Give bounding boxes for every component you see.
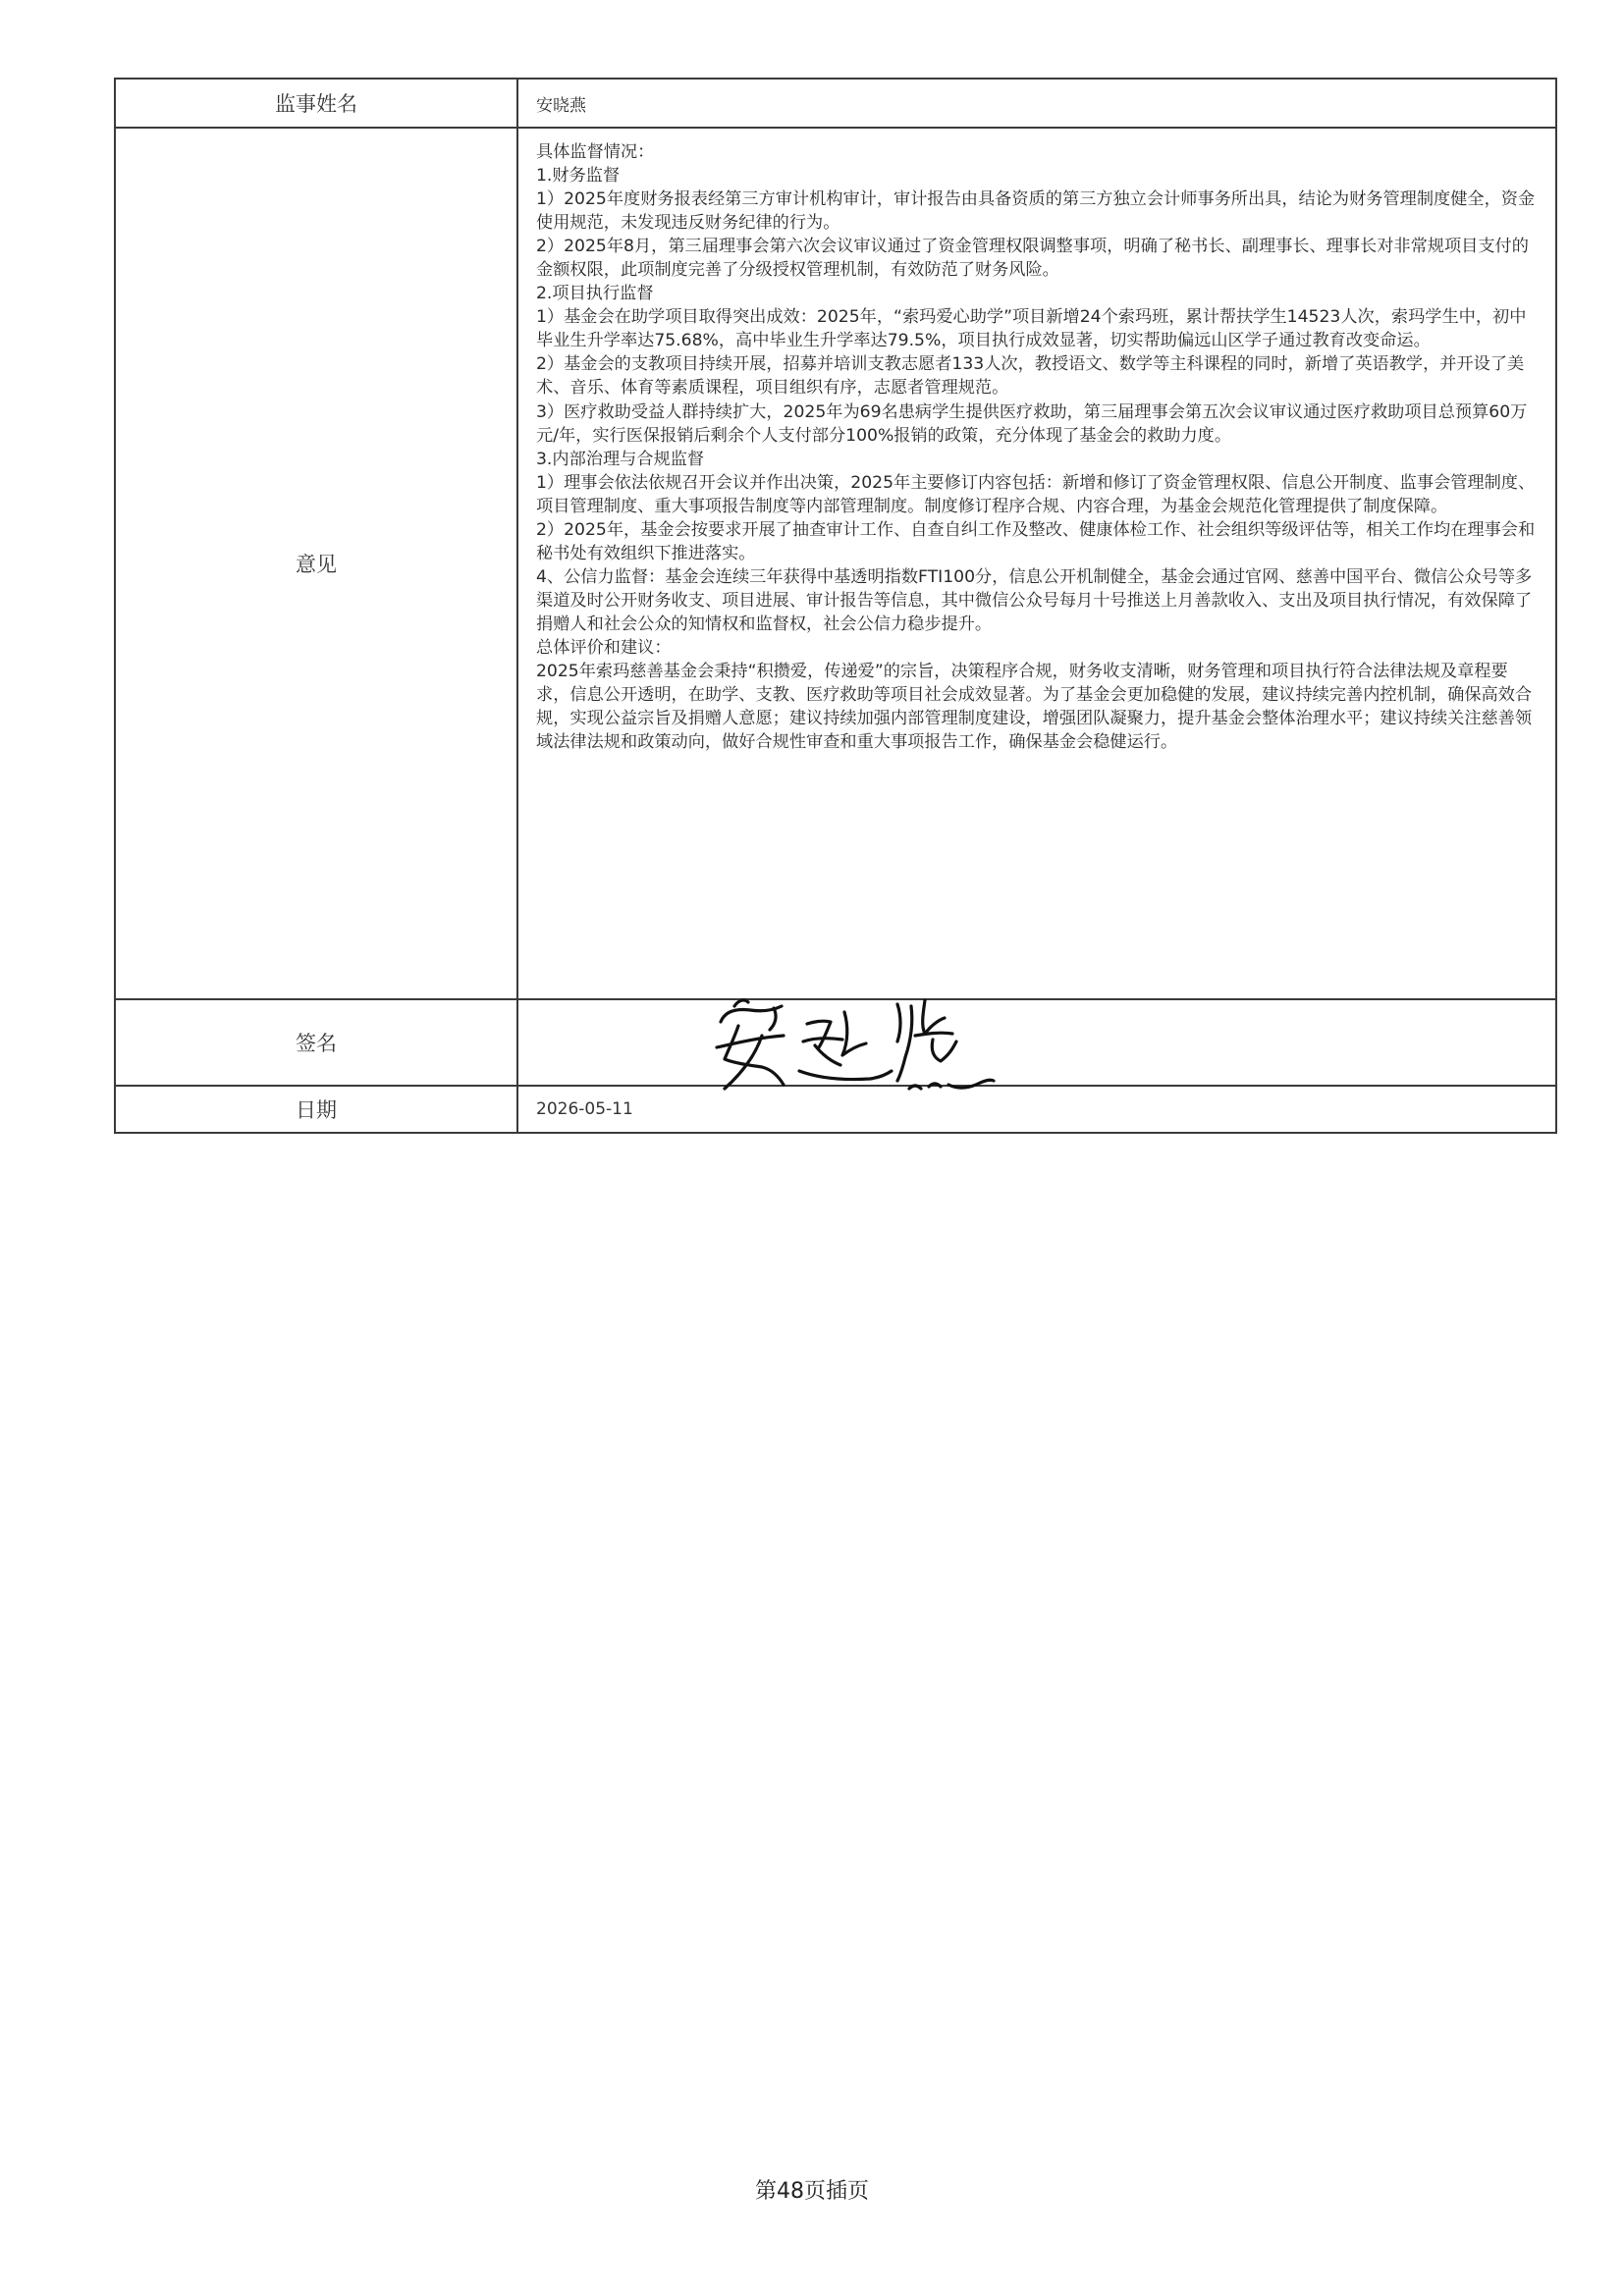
- signature-row: [115, 999, 1556, 1086]
- opinion-line: 1）理事会依法依规召开会议并作出决策，2025年主要修订内容包括：新增和修订了资金管理权限、信息公开制度、监事会管理制度、项目管理制度、重大事项报告制度等内部管理制度。制度修订程序合规、内容合理，为基金会规范化管理提供了制度保障。: [536, 472, 1536, 516]
- opinion-line: 2）2025年8月，第三届理事会第六次会议审议通过了资金管理权限调整事项，明确了秘书长、副理事长、理事长对非常规项目支付的金额权限，此项制度完善了分级授权管理机制，有效防范了财务风险。: [536, 237, 1529, 281]
- opinion-line: 1）2025年度财务报表经第三方审计机构审计，审计报告由具备资质的第三方独立会计师事务所出具，结论为财务管理制度健全，资金使用规范，未发现违反财务纪律的行为。: [536, 189, 1536, 234]
- opinion-line: 2）基金会的支教项目持续开展，招募并培训支教志愿者133人次，教授语文、数学等主科课程的同时，新增了英语教学，并开设了美术、音乐、体育等素质课程，项目组织有序，志愿者管理规范。: [536, 354, 1525, 399]
- opinion-label: 意见: [115, 128, 517, 999]
- date-label: 日期: [115, 1086, 517, 1133]
- date-value: 2026-05-11: [517, 1086, 1556, 1133]
- opinion-section-heading: 1.财务监督: [536, 166, 621, 187]
- opinion-text: [517, 128, 1556, 999]
- opinion-section-heading: 总体评价和建议：: [536, 637, 672, 658]
- handwritten-signature: [705, 987, 1000, 1102]
- opinion-line: 3）医疗救助受益人群持续扩大，2025年为69名患病学生提供医疗救助，第三届理事会第五次会议审议通过医疗救助项目总预算60万元/年，实行医保报销后剩余个人支付部分100%报销的政策，充分体现了基金会的救助力度。: [536, 401, 1528, 446]
- opinion-line: 1）基金会在助学项目取得突出成效：2025年，“索玛爱心助学”项目新增24个索玛班，累计帮扶学生14523人次，索玛学生中，初中毕业生升学率达75.68%，高中毕业生升学率达79.5%，项目执行成效显著，切实帮助偏远山区学子通过教育改变命运。: [536, 307, 1527, 351]
- supervisor-name-value: 安晓燕: [517, 79, 1556, 128]
- supervisor-name-label: 监事姓名: [115, 79, 517, 128]
- supervisor-name-row: [115, 79, 1556, 128]
- page-footer-note: 第48页插页: [755, 2179, 869, 2204]
- opinion-line: 2）2025年，基金会按要求开展了抽查审计工作、自查自纠工作及整改、健康体检工作、社会组织等级评估等，相关工作均在理事会和秘书处有效组织下推进落实。: [536, 519, 1536, 563]
- opinion-section-heading: 2.项目执行监督: [536, 284, 654, 304]
- opinion-row: [115, 128, 1556, 999]
- opinion-line: 4、公信力监督：基金会连续三年获得中基透明指数FTI100分，信息公开机制健全，基金会通过官网、慈善中国平台、微信公众号等多渠道及时公开财务收支、项目进展、审计报告等信息，其中微信公众号每月十号推送上月善款收入、支出及项目执行情况，有效保障了捐赠人和社会公众的知情权和监督权，社会公信力稳步提升。: [536, 566, 1533, 634]
- date-row: [115, 1086, 1556, 1133]
- opinion-line: 2025年索玛慈善基金会秉持“积攒爱，传递爱”的宗旨，决策程序合规，财务收支清晰，财务管理和项目执行符合法律法规及章程要求，信息公开透明，在助学、支教、医疗救助等项目社会成效显著。为了基金会更加稳健的发展，建议持续完善内控机制，确保高效合规，实现公益宗旨及捐赠人意愿；建议持续加强内部管理制度建设，增强团队凝聚力，提升基金会整体治理水平；建议持续关注慈善领域法律法规和政策动向，做好合规性审查和重大事项报告工作，确保基金会稳健运行。: [536, 662, 1533, 753]
- supervisor-opinion-table: [114, 78, 1557, 1134]
- signature-cell: [517, 999, 1556, 1086]
- opinion-section-heading: 3.内部治理与合规监督: [536, 449, 705, 469]
- signature-label: 签名: [115, 999, 517, 1086]
- opinion-line: 具体监督情况：: [536, 142, 655, 162]
